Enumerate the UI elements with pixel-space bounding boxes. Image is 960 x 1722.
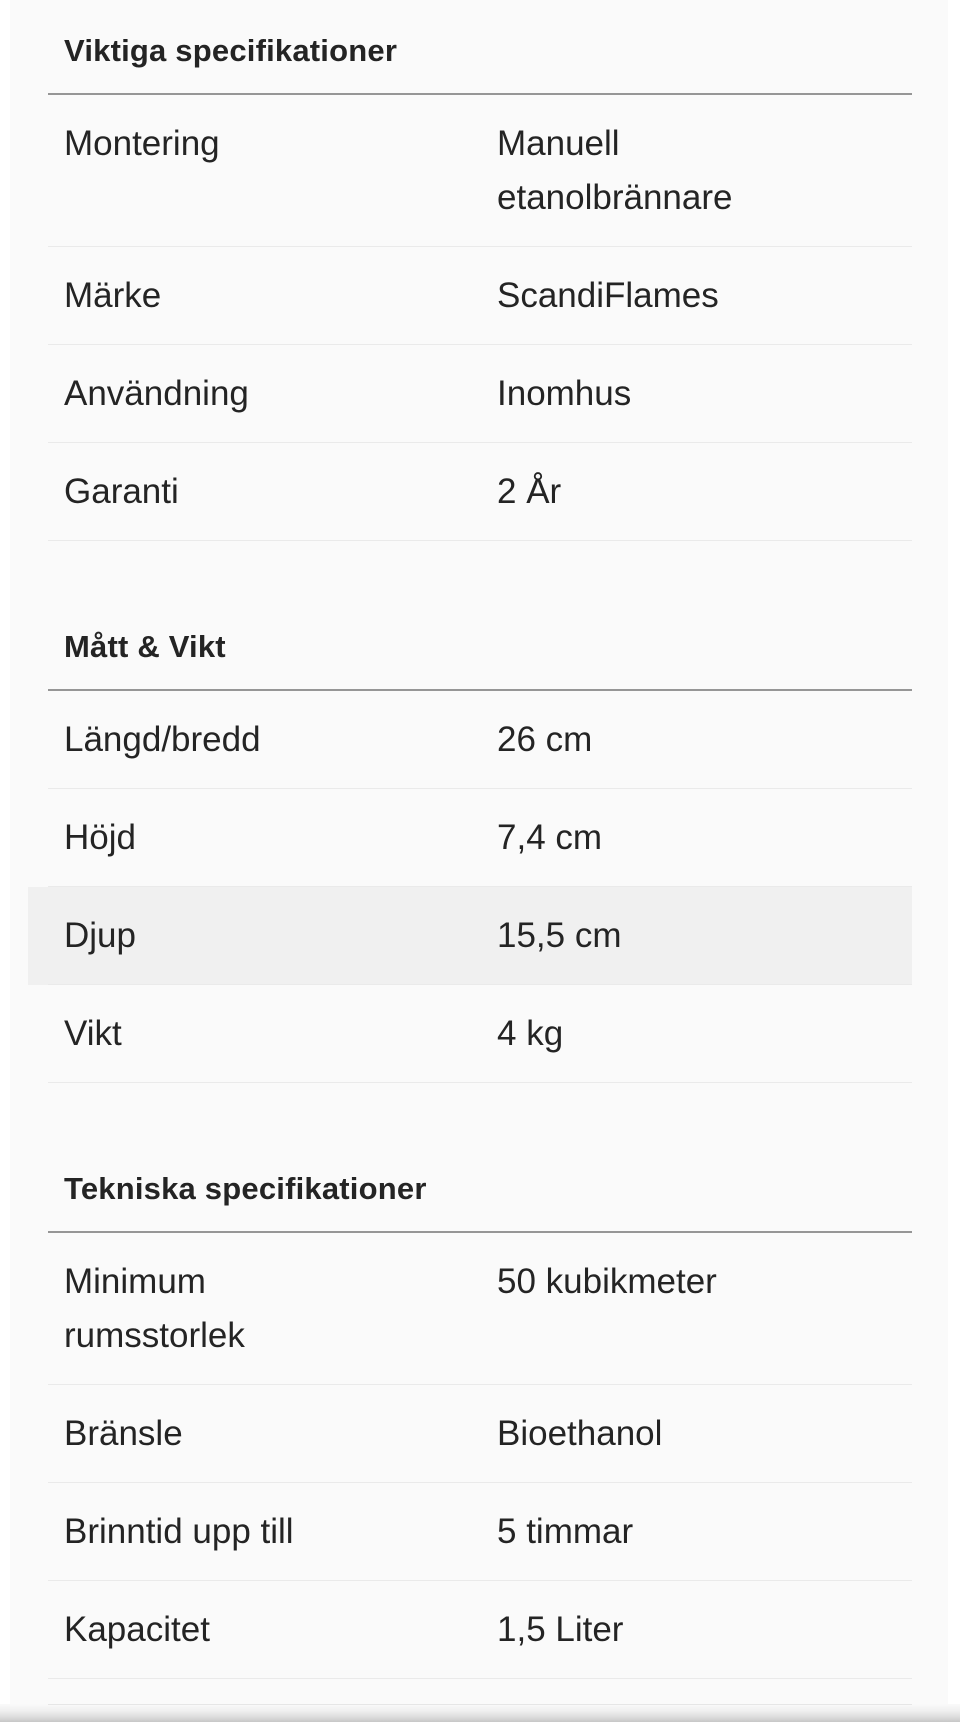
spec-value-cell — [470, 117, 912, 225]
section-rows — [28, 1233, 912, 1679]
spec-row — [28, 345, 912, 443]
spec-value-cell — [470, 269, 912, 323]
spec-value-cell — [470, 1505, 912, 1559]
spec-value: 50 kubikmeter — [497, 1262, 717, 1301]
spec-section — [28, 1170, 912, 1679]
spec-row — [28, 1233, 912, 1385]
spec-value-cell — [470, 1407, 912, 1461]
section-rows — [28, 95, 912, 541]
section-title: Viktiga specifikationer — [64, 33, 398, 68]
section-title: Tekniska specifikationer — [64, 1171, 427, 1206]
spec-label-cell — [28, 1255, 470, 1363]
spec-label-cell — [28, 713, 470, 767]
spec-value: Manuell etanolbrännare — [497, 124, 733, 217]
spec-label-cell — [28, 811, 470, 865]
spec-value-cell — [470, 1255, 912, 1309]
spec-row — [28, 789, 912, 887]
spec-label-cell — [28, 909, 470, 963]
spec-label-cell — [28, 465, 470, 519]
spec-value-cell — [470, 909, 912, 963]
spec-label: Montering — [64, 124, 220, 163]
spec-value: 7,4 cm — [497, 818, 603, 857]
spec-value: Inomhus — [497, 374, 632, 413]
spec-value: Bioethanol — [497, 1414, 663, 1453]
spec-label: Användning — [64, 374, 249, 413]
spec-value-cell — [470, 465, 912, 519]
spec-value: 4 kg — [497, 1014, 564, 1053]
spec-row — [28, 247, 912, 345]
spec-row — [28, 691, 912, 789]
spec-row — [28, 443, 912, 541]
spec-table — [28, 0, 912, 1679]
spec-label: Brinntid upp till — [64, 1512, 294, 1551]
spec-card — [10, 0, 948, 1722]
spec-row — [28, 1581, 912, 1679]
spec-value-cell — [470, 1603, 912, 1657]
spec-value: ScandiFlames — [497, 276, 719, 315]
spec-label-cell — [28, 269, 470, 323]
spec-row — [28, 95, 912, 247]
spec-value: 1,5 Liter — [497, 1610, 624, 1649]
spec-row — [28, 1483, 912, 1581]
spec-label: Kapacitet — [64, 1610, 210, 1649]
spec-label-cell — [28, 1505, 470, 1559]
spec-row — [28, 985, 912, 1083]
spec-section — [28, 32, 912, 541]
spec-label: Vikt — [64, 1014, 122, 1053]
spec-value-cell — [470, 811, 912, 865]
spec-label-cell — [28, 117, 470, 171]
spec-label-cell — [28, 1603, 470, 1657]
spec-value-cell — [470, 713, 912, 767]
spec-label: Höjd — [64, 818, 136, 857]
spec-label: Garanti — [64, 472, 179, 511]
spec-label-cell — [28, 367, 470, 421]
spec-label-cell — [28, 1007, 470, 1061]
spec-label: Djup — [64, 916, 136, 955]
spec-row — [28, 1385, 912, 1483]
spec-label-cell — [28, 1407, 470, 1461]
spec-value-cell — [470, 367, 912, 421]
spec-value: 5 timmar — [497, 1512, 634, 1551]
spec-value: 15,5 cm — [497, 916, 622, 955]
spec-label: Minimum rumsstorlek — [64, 1262, 245, 1355]
spec-row — [28, 887, 912, 985]
spec-value: 26 cm — [497, 720, 593, 759]
section-rows — [28, 691, 912, 1083]
spec-section — [28, 628, 912, 1083]
spec-label: Bränsle — [64, 1414, 183, 1453]
spec-value: 2 År — [497, 472, 562, 511]
spec-label: Längd/bredd — [64, 720, 261, 759]
section-title: Mått & Vikt — [64, 629, 226, 664]
spec-value-cell — [470, 1007, 912, 1061]
spec-label: Märke — [64, 276, 162, 315]
bottom-cutoff-shadow — [0, 1704, 960, 1722]
